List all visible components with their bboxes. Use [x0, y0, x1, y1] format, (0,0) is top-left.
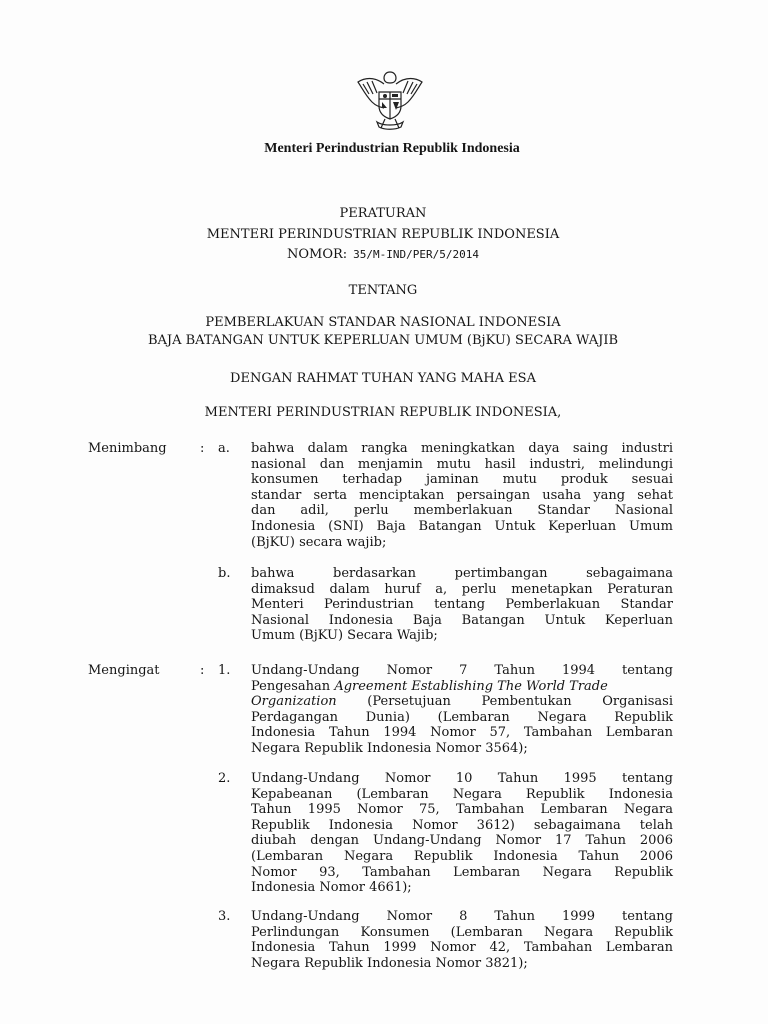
- text-line: Perdagangan Dunia) (Lembaran Negara Republik: [251, 709, 673, 725]
- text-fragment: (Persetujuan Pembentukan Organisasi: [367, 694, 673, 710]
- mengingat-item-2: [251, 771, 673, 896]
- text-fragment: Pengesahan: [251, 678, 331, 694]
- text-line: Undang-Undang Nomor 7 Tahun 1994 tentang: [251, 663, 673, 678]
- nomor-label: NOMOR:: [286, 247, 348, 262]
- italic-title: Agreement Establishing The World Trade: [334, 678, 608, 694]
- subject-line-2: BAJA BATANGAN UNTUK KEPERLUAN UMUM (BjKU) SECARA WAJIB: [147, 333, 619, 348]
- text-line: Negara Republik Indonesia Nomor 3564);: [251, 740, 528, 756]
- text-line: nasional dan menjamin mutu hasil industri, melindungi: [251, 456, 673, 472]
- text-line: bahwa berdasarkan pertimbangan sebagaimana: [251, 566, 673, 581]
- text-line: dimaksud dalam huruf a, perlu menetapkan Peraturan: [251, 581, 673, 597]
- text-line: Menteri Perindustrian tentang Pemberlakuan Standar: [251, 597, 673, 613]
- item-marker: 1.: [218, 663, 231, 678]
- text-line: konsumen terhadap jaminan mutu produk sesuai: [251, 472, 673, 488]
- text-line: [251, 679, 673, 695]
- text-line: Indonesia Tahun 1999 Nomor 42, Tambahan Lembaran: [251, 940, 673, 956]
- garuda-emblem-icon: [355, 66, 425, 136]
- text-line: bahwa dalam rangka meningkatkan daya saing industri: [251, 441, 673, 456]
- menimbang-colon: :: [200, 441, 205, 456]
- menimbang-item-a: [251, 441, 673, 550]
- italic-title: Organization: [251, 694, 337, 710]
- subject-line-1: PEMBERLAKUAN STANDAR NASIONAL INDONESIA: [205, 315, 561, 330]
- item-marker: a.: [218, 441, 230, 456]
- item-marker: 3.: [218, 909, 231, 924]
- text-line: Undang-Undang Nomor 8 Tahun 1999 tentang: [251, 909, 673, 924]
- ministry-letterhead: Menteri Perindustrian Republik Indonesia: [264, 141, 520, 156]
- text-line: (Lembaran Negara Republik Indonesia Tahun 2006: [251, 848, 673, 864]
- text-line: Kepabeanan (Lembaran Negara Republik Indonesia: [251, 786, 673, 802]
- text-line: Republik Indonesia Nomor 3612) sebagaimana telah: [251, 817, 673, 833]
- menimbang-label: Menimbang: [88, 441, 167, 456]
- text-line: standar serta menciptakan persaingan usaha yang sehat: [251, 487, 673, 503]
- text-line: Perlindungan Konsumen (Lembaran Negara Republik: [251, 924, 673, 940]
- mengingat-item-1: [251, 663, 673, 757]
- nomor-value: 35/M-IND/PER/5/2014: [353, 248, 479, 261]
- item-marker: b.: [218, 566, 231, 581]
- text-line: Undang-Undang Nomor 10 Tahun 1995 tentang: [251, 771, 673, 786]
- tentang-heading: TENTANG: [348, 283, 418, 298]
- mengingat-label: Mengingat: [88, 663, 160, 678]
- text-line: Indonesia (SNI) Baja Batangan Untuk Keperluan Umum: [251, 518, 673, 534]
- text-line: Negara Republik Indonesia Nomor 3821);: [251, 955, 528, 971]
- text-line: diubah dengan Undang-Undang Nomor 17 Tahun 2006: [251, 833, 673, 849]
- preamble: DENGAN RAHMAT TUHAN YANG MAHA ESA: [230, 371, 536, 386]
- text-line: Tahun 1995 Nomor 75, Tambahan Lembaran Negara: [251, 802, 673, 818]
- item-marker: 2.: [218, 771, 231, 786]
- text-line: Indonesia Nomor 4661);: [251, 880, 412, 896]
- mengingat-item-3: [251, 909, 673, 971]
- text-line: Nasional Indonesia Baja Batangan Untuk Keperluan: [251, 612, 673, 628]
- text-line: (BjKU) secara wajib;: [251, 534, 387, 550]
- text-line: Umum (BjKU) Secara Wajib;: [251, 628, 438, 644]
- mengingat-colon: :: [200, 663, 205, 678]
- text-line: [251, 694, 673, 710]
- text-line: Nomor 93, Tambahan Lembaran Negara Republik: [251, 864, 673, 880]
- text-line: Indonesia Tahun 1994 Nomor 57, Tambahan Lembaran: [251, 725, 673, 741]
- issuer-title: MENTERI PERINDUSTRIAN REPUBLIK INDONESIA: [206, 227, 560, 242]
- authority-line: MENTERI PERINDUSTRIAN REPUBLIK INDONESIA,: [204, 405, 562, 420]
- menimbang-item-b: [251, 566, 673, 644]
- regulation-type: PERATURAN: [339, 206, 427, 221]
- regulation-number: [0, 247, 766, 262]
- text-line: dan adil, perlu memberlakuan Standar Nasional: [251, 503, 673, 519]
